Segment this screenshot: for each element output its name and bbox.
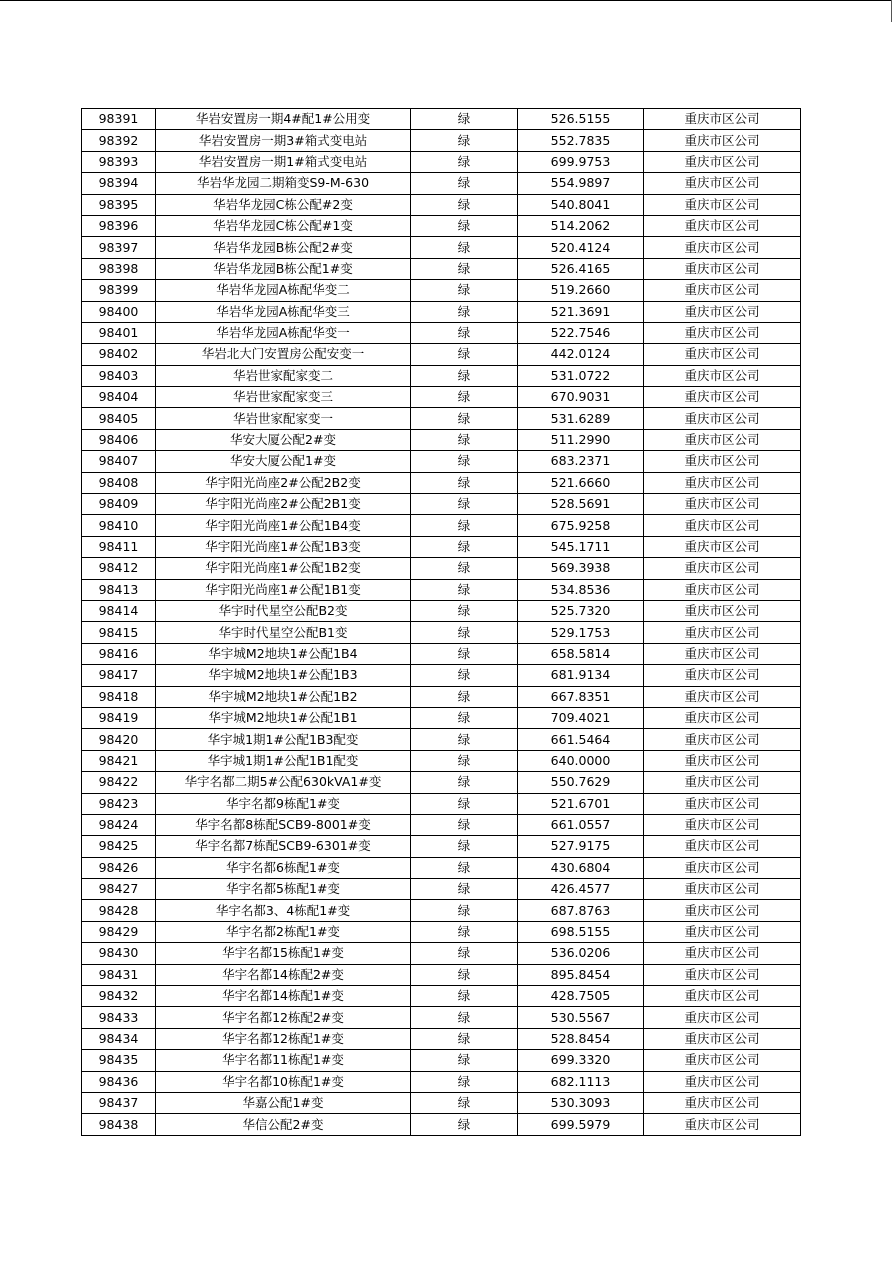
station-name-cell: 华宇阳光尚座2#公配2B2变 <box>156 472 411 493</box>
status-color-cell: 绿 <box>411 558 518 579</box>
row-id-cell: 98401 <box>82 322 156 343</box>
station-name-cell: 华宇名都7栋配SCB9-6301#变 <box>156 836 411 857</box>
company-cell: 重庆市区公司 <box>644 237 801 258</box>
table-row <box>82 365 801 386</box>
status-color-cell: 绿 <box>411 600 518 621</box>
table-row <box>82 1114 801 1135</box>
station-name-cell: 华岩华龙园B栋公配2#变 <box>156 237 411 258</box>
table-row <box>82 280 801 301</box>
company-cell: 重庆市区公司 <box>644 301 801 322</box>
table-row <box>82 943 801 964</box>
station-name-cell: 华宇阳光尚座1#公配1B2变 <box>156 558 411 579</box>
row-id-cell: 98419 <box>82 707 156 728</box>
company-cell: 重庆市区公司 <box>644 986 801 1007</box>
company-cell: 重庆市区公司 <box>644 879 801 900</box>
station-name-cell: 华宇名都14栋配1#变 <box>156 986 411 1007</box>
station-name-cell: 华宇名都5栋配1#变 <box>156 879 411 900</box>
station-name-cell: 华岩华龙园A栋配华变三 <box>156 301 411 322</box>
station-name-cell: 华岩华龙园B栋公配1#变 <box>156 258 411 279</box>
row-id-cell: 98423 <box>82 793 156 814</box>
company-cell: 重庆市区公司 <box>644 130 801 151</box>
row-id-cell: 98413 <box>82 579 156 600</box>
value-cell: 522.7546 <box>518 322 644 343</box>
company-cell: 重庆市区公司 <box>644 707 801 728</box>
table-row <box>82 387 801 408</box>
table-row <box>82 451 801 472</box>
value-cell: 531.0722 <box>518 365 644 386</box>
status-color-cell: 绿 <box>411 429 518 450</box>
status-color-cell: 绿 <box>411 814 518 835</box>
table-row <box>82 1050 801 1071</box>
value-cell: 521.3691 <box>518 301 644 322</box>
company-cell: 重庆市区公司 <box>644 344 801 365</box>
row-id-cell: 98426 <box>82 857 156 878</box>
row-id-cell: 98391 <box>82 109 156 130</box>
status-color-cell: 绿 <box>411 215 518 236</box>
status-color-cell: 绿 <box>411 387 518 408</box>
company-cell: 重庆市区公司 <box>644 793 801 814</box>
table-row <box>82 921 801 942</box>
company-cell: 重庆市区公司 <box>644 173 801 194</box>
status-color-cell: 绿 <box>411 494 518 515</box>
station-name-cell: 华宇名都12栋配2#变 <box>156 1007 411 1028</box>
table-row <box>82 173 801 194</box>
value-cell: 675.9258 <box>518 515 644 536</box>
value-cell: 554.9897 <box>518 173 644 194</box>
row-id-cell: 98392 <box>82 130 156 151</box>
row-id-cell: 98421 <box>82 750 156 771</box>
value-cell: 658.5814 <box>518 643 644 664</box>
page-top-rule <box>0 0 892 1</box>
value-cell: 545.1711 <box>518 536 644 557</box>
table-row <box>82 643 801 664</box>
value-cell: 895.8454 <box>518 964 644 985</box>
status-color-cell: 绿 <box>411 1071 518 1092</box>
company-cell: 重庆市区公司 <box>644 472 801 493</box>
value-cell: 428.7505 <box>518 986 644 1007</box>
value-cell: 534.8536 <box>518 579 644 600</box>
station-name-cell: 华岩安置房一期3#箱式变电站 <box>156 130 411 151</box>
row-id-cell: 98417 <box>82 665 156 686</box>
table-row <box>82 793 801 814</box>
status-color-cell: 绿 <box>411 258 518 279</box>
status-color-cell: 绿 <box>411 1114 518 1135</box>
value-cell: 552.7835 <box>518 130 644 151</box>
status-color-cell: 绿 <box>411 322 518 343</box>
value-cell: 640.0000 <box>518 750 644 771</box>
status-color-cell: 绿 <box>411 921 518 942</box>
station-name-cell: 华宇名都2栋配1#变 <box>156 921 411 942</box>
table-row <box>82 879 801 900</box>
row-id-cell: 98427 <box>82 879 156 900</box>
value-cell: 683.2371 <box>518 451 644 472</box>
row-id-cell: 98424 <box>82 814 156 835</box>
value-cell: 531.6289 <box>518 408 644 429</box>
company-cell: 重庆市区公司 <box>644 280 801 301</box>
table-row <box>82 109 801 130</box>
value-cell: 528.8454 <box>518 1028 644 1049</box>
value-cell: 526.4165 <box>518 258 644 279</box>
table-row <box>82 408 801 429</box>
station-name-cell: 华宇名都10栋配1#变 <box>156 1071 411 1092</box>
table-row <box>82 130 801 151</box>
station-name-cell: 华宇名都11栋配1#变 <box>156 1050 411 1071</box>
company-cell: 重庆市区公司 <box>644 836 801 857</box>
station-name-cell: 华宇阳光尚座1#公配1B4变 <box>156 515 411 536</box>
value-cell: 525.7320 <box>518 600 644 621</box>
station-name-cell: 华嘉公配1#变 <box>156 1092 411 1113</box>
company-cell: 重庆市区公司 <box>644 857 801 878</box>
table-row <box>82 322 801 343</box>
table-row <box>82 750 801 771</box>
station-name-cell: 华宇城1期1#公配1B3配变 <box>156 729 411 750</box>
row-id-cell: 98400 <box>82 301 156 322</box>
status-color-cell: 绿 <box>411 857 518 878</box>
row-id-cell: 98435 <box>82 1050 156 1071</box>
value-cell: 681.9134 <box>518 665 644 686</box>
table-row <box>82 986 801 1007</box>
table-row <box>82 558 801 579</box>
status-color-cell: 绿 <box>411 1092 518 1113</box>
company-cell: 重庆市区公司 <box>644 622 801 643</box>
table-row <box>82 215 801 236</box>
station-name-cell: 华宇名都3、4栋配1#变 <box>156 900 411 921</box>
station-name-cell: 华宇名都14栋配2#变 <box>156 964 411 985</box>
value-cell: 670.9031 <box>518 387 644 408</box>
table-row <box>82 301 801 322</box>
station-name-cell: 华宇阳光尚座1#公配1B3变 <box>156 536 411 557</box>
table-row <box>82 429 801 450</box>
station-name-cell: 华岩华龙园C栋公配#1变 <box>156 215 411 236</box>
status-color-cell: 绿 <box>411 900 518 921</box>
table-row <box>82 1071 801 1092</box>
row-id-cell: 98438 <box>82 1114 156 1135</box>
value-cell: 661.0557 <box>518 814 644 835</box>
row-id-cell: 98397 <box>82 237 156 258</box>
row-id-cell: 98402 <box>82 344 156 365</box>
company-cell: 重庆市区公司 <box>644 729 801 750</box>
company-cell: 重庆市区公司 <box>644 258 801 279</box>
status-color-cell: 绿 <box>411 943 518 964</box>
value-cell: 698.5155 <box>518 921 644 942</box>
status-color-cell: 绿 <box>411 344 518 365</box>
company-cell: 重庆市区公司 <box>644 494 801 515</box>
company-cell: 重庆市区公司 <box>644 429 801 450</box>
value-cell: 530.3093 <box>518 1092 644 1113</box>
company-cell: 重庆市区公司 <box>644 814 801 835</box>
table-row <box>82 900 801 921</box>
status-color-cell: 绿 <box>411 151 518 172</box>
table-row <box>82 579 801 600</box>
table-row <box>82 729 801 750</box>
value-cell: 699.9753 <box>518 151 644 172</box>
row-id-cell: 98428 <box>82 900 156 921</box>
status-color-cell: 绿 <box>411 665 518 686</box>
table-row <box>82 494 801 515</box>
status-color-cell: 绿 <box>411 408 518 429</box>
table-row <box>82 1007 801 1028</box>
company-cell: 重庆市区公司 <box>644 387 801 408</box>
company-cell: 重庆市区公司 <box>644 151 801 172</box>
status-color-cell: 绿 <box>411 964 518 985</box>
row-id-cell: 98425 <box>82 836 156 857</box>
row-id-cell: 98410 <box>82 515 156 536</box>
value-cell: 661.5464 <box>518 729 644 750</box>
status-color-cell: 绿 <box>411 194 518 215</box>
status-color-cell: 绿 <box>411 237 518 258</box>
row-id-cell: 98396 <box>82 215 156 236</box>
value-cell: 528.5691 <box>518 494 644 515</box>
status-color-cell: 绿 <box>411 280 518 301</box>
status-color-cell: 绿 <box>411 686 518 707</box>
station-name-cell: 华安大厦公配1#变 <box>156 451 411 472</box>
table-body <box>82 109 801 1136</box>
station-name-cell: 华宇时代星空公配B2变 <box>156 600 411 621</box>
station-name-cell: 华安大厦公配2#变 <box>156 429 411 450</box>
row-id-cell: 98394 <box>82 173 156 194</box>
value-cell: 430.6804 <box>518 857 644 878</box>
row-id-cell: 98408 <box>82 472 156 493</box>
row-id-cell: 98434 <box>82 1028 156 1049</box>
row-id-cell: 98405 <box>82 408 156 429</box>
status-color-cell: 绿 <box>411 515 518 536</box>
value-cell: 442.0124 <box>518 344 644 365</box>
row-id-cell: 98403 <box>82 365 156 386</box>
row-id-cell: 98407 <box>82 451 156 472</box>
table-row <box>82 258 801 279</box>
row-id-cell: 98431 <box>82 964 156 985</box>
company-cell: 重庆市区公司 <box>644 1050 801 1071</box>
value-cell: 530.5567 <box>518 1007 644 1028</box>
table-row <box>82 772 801 793</box>
value-cell: 426.4577 <box>518 879 644 900</box>
row-id-cell: 98436 <box>82 1071 156 1092</box>
company-cell: 重庆市区公司 <box>644 1007 801 1028</box>
station-name-cell: 华岩华龙园A栋配华变二 <box>156 280 411 301</box>
table-row <box>82 836 801 857</box>
row-id-cell: 98416 <box>82 643 156 664</box>
table-row <box>82 707 801 728</box>
company-cell: 重庆市区公司 <box>644 665 801 686</box>
value-cell: 527.9175 <box>518 836 644 857</box>
row-id-cell: 98433 <box>82 1007 156 1028</box>
station-name-cell: 华岩华龙园C栋公配#2变 <box>156 194 411 215</box>
value-cell: 667.8351 <box>518 686 644 707</box>
status-color-cell: 绿 <box>411 622 518 643</box>
status-color-cell: 绿 <box>411 1028 518 1049</box>
status-color-cell: 绿 <box>411 301 518 322</box>
company-cell: 重庆市区公司 <box>644 322 801 343</box>
row-id-cell: 98418 <box>82 686 156 707</box>
status-color-cell: 绿 <box>411 365 518 386</box>
status-color-cell: 绿 <box>411 109 518 130</box>
company-cell: 重庆市区公司 <box>644 964 801 985</box>
status-color-cell: 绿 <box>411 772 518 793</box>
row-id-cell: 98432 <box>82 986 156 1007</box>
station-name-cell: 华宇名都9栋配1#变 <box>156 793 411 814</box>
table-row <box>82 344 801 365</box>
status-color-cell: 绿 <box>411 536 518 557</box>
company-cell: 重庆市区公司 <box>644 408 801 429</box>
row-id-cell: 98393 <box>82 151 156 172</box>
row-id-cell: 98430 <box>82 943 156 964</box>
station-name-cell: 华宇时代星空公配B1变 <box>156 622 411 643</box>
company-cell: 重庆市区公司 <box>644 194 801 215</box>
station-name-cell: 华岩世家配家变二 <box>156 365 411 386</box>
station-name-cell: 华宇城M2地块1#公配1B2 <box>156 686 411 707</box>
table-row <box>82 237 801 258</box>
status-color-cell: 绿 <box>411 130 518 151</box>
row-id-cell: 98429 <box>82 921 156 942</box>
company-cell: 重庆市区公司 <box>644 536 801 557</box>
station-name-cell: 华宇阳光尚座1#公配1B1变 <box>156 579 411 600</box>
station-name-cell: 华宇名都15栋配1#变 <box>156 943 411 964</box>
station-name-cell: 华宇名都12栋配1#变 <box>156 1028 411 1049</box>
company-cell: 重庆市区公司 <box>644 750 801 771</box>
station-name-cell: 华宇阳光尚座2#公配2B1变 <box>156 494 411 515</box>
value-cell: 682.1113 <box>518 1071 644 1092</box>
station-name-cell: 华岩华龙园A栋配华变一 <box>156 322 411 343</box>
station-name-cell: 华岩安置房一期4#配1#公用变 <box>156 109 411 130</box>
status-color-cell: 绿 <box>411 173 518 194</box>
status-color-cell: 绿 <box>411 472 518 493</box>
status-color-cell: 绿 <box>411 729 518 750</box>
row-id-cell: 98411 <box>82 536 156 557</box>
table-row <box>82 964 801 985</box>
table-row <box>82 857 801 878</box>
station-name-cell: 华宇名都6栋配1#变 <box>156 857 411 878</box>
value-cell: 699.3320 <box>518 1050 644 1071</box>
company-cell: 重庆市区公司 <box>644 451 801 472</box>
company-cell: 重庆市区公司 <box>644 643 801 664</box>
company-cell: 重庆市区公司 <box>644 109 801 130</box>
row-id-cell: 98395 <box>82 194 156 215</box>
value-cell: 521.6660 <box>518 472 644 493</box>
value-cell: 519.2660 <box>518 280 644 301</box>
station-name-cell: 华信公配2#变 <box>156 1114 411 1135</box>
value-cell: 529.1753 <box>518 622 644 643</box>
company-cell: 重庆市区公司 <box>644 943 801 964</box>
status-color-cell: 绿 <box>411 579 518 600</box>
table-row <box>82 1028 801 1049</box>
value-cell: 540.8041 <box>518 194 644 215</box>
value-cell: 699.5979 <box>518 1114 644 1135</box>
station-name-cell: 华宇名都二期5#公配630kVA1#变 <box>156 772 411 793</box>
value-cell: 550.7629 <box>518 772 644 793</box>
status-color-cell: 绿 <box>411 750 518 771</box>
station-name-cell: 华岩华龙园二期箱变S9-M-630 <box>156 173 411 194</box>
row-id-cell: 98404 <box>82 387 156 408</box>
company-cell: 重庆市区公司 <box>644 215 801 236</box>
status-color-cell: 绿 <box>411 1007 518 1028</box>
station-name-cell: 华宇城M2地块1#公配1B4 <box>156 643 411 664</box>
status-color-cell: 绿 <box>411 986 518 1007</box>
row-id-cell: 98422 <box>82 772 156 793</box>
row-id-cell: 98415 <box>82 622 156 643</box>
company-cell: 重庆市区公司 <box>644 900 801 921</box>
value-cell: 521.6701 <box>518 793 644 814</box>
station-name-cell: 华岩世家配家变一 <box>156 408 411 429</box>
row-id-cell: 98399 <box>82 280 156 301</box>
company-cell: 重庆市区公司 <box>644 1028 801 1049</box>
row-id-cell: 98406 <box>82 429 156 450</box>
table-row <box>82 1092 801 1113</box>
value-cell: 687.8763 <box>518 900 644 921</box>
company-cell: 重庆市区公司 <box>644 921 801 942</box>
row-id-cell: 98437 <box>82 1092 156 1113</box>
company-cell: 重庆市区公司 <box>644 1092 801 1113</box>
table-row <box>82 536 801 557</box>
row-id-cell: 98414 <box>82 600 156 621</box>
table-row <box>82 194 801 215</box>
transformer-table <box>81 108 801 1136</box>
table-row <box>82 686 801 707</box>
table-row <box>82 814 801 835</box>
value-cell: 709.4021 <box>518 707 644 728</box>
row-id-cell: 98398 <box>82 258 156 279</box>
status-color-cell: 绿 <box>411 793 518 814</box>
company-cell: 重庆市区公司 <box>644 1071 801 1092</box>
value-cell: 526.5155 <box>518 109 644 130</box>
station-name-cell: 华宇城M2地块1#公配1B1 <box>156 707 411 728</box>
company-cell: 重庆市区公司 <box>644 515 801 536</box>
station-name-cell: 华岩北大门安置房公配安变一 <box>156 344 411 365</box>
row-id-cell: 98409 <box>82 494 156 515</box>
table-row <box>82 151 801 172</box>
value-cell: 520.4124 <box>518 237 644 258</box>
status-color-cell: 绿 <box>411 643 518 664</box>
table-row <box>82 600 801 621</box>
value-cell: 536.0206 <box>518 943 644 964</box>
table-row <box>82 515 801 536</box>
table-row <box>82 665 801 686</box>
company-cell: 重庆市区公司 <box>644 558 801 579</box>
value-cell: 569.3938 <box>518 558 644 579</box>
station-name-cell: 华宇城M2地块1#公配1B3 <box>156 665 411 686</box>
company-cell: 重庆市区公司 <box>644 579 801 600</box>
status-color-cell: 绿 <box>411 451 518 472</box>
row-id-cell: 98412 <box>82 558 156 579</box>
table-row <box>82 472 801 493</box>
value-cell: 514.2062 <box>518 215 644 236</box>
row-id-cell: 98420 <box>82 729 156 750</box>
table-row <box>82 622 801 643</box>
company-cell: 重庆市区公司 <box>644 1114 801 1135</box>
status-color-cell: 绿 <box>411 1050 518 1071</box>
station-name-cell: 华宇名都8栋配SCB9-8001#变 <box>156 814 411 835</box>
station-name-cell: 华岩安置房一期1#箱式变电站 <box>156 151 411 172</box>
company-cell: 重庆市区公司 <box>644 686 801 707</box>
status-color-cell: 绿 <box>411 879 518 900</box>
company-cell: 重庆市区公司 <box>644 600 801 621</box>
value-cell: 511.2990 <box>518 429 644 450</box>
station-name-cell: 华宇城1期1#公配1B1配变 <box>156 750 411 771</box>
company-cell: 重庆市区公司 <box>644 365 801 386</box>
company-cell: 重庆市区公司 <box>644 772 801 793</box>
station-name-cell: 华岩世家配家变三 <box>156 387 411 408</box>
status-color-cell: 绿 <box>411 836 518 857</box>
status-color-cell: 绿 <box>411 707 518 728</box>
